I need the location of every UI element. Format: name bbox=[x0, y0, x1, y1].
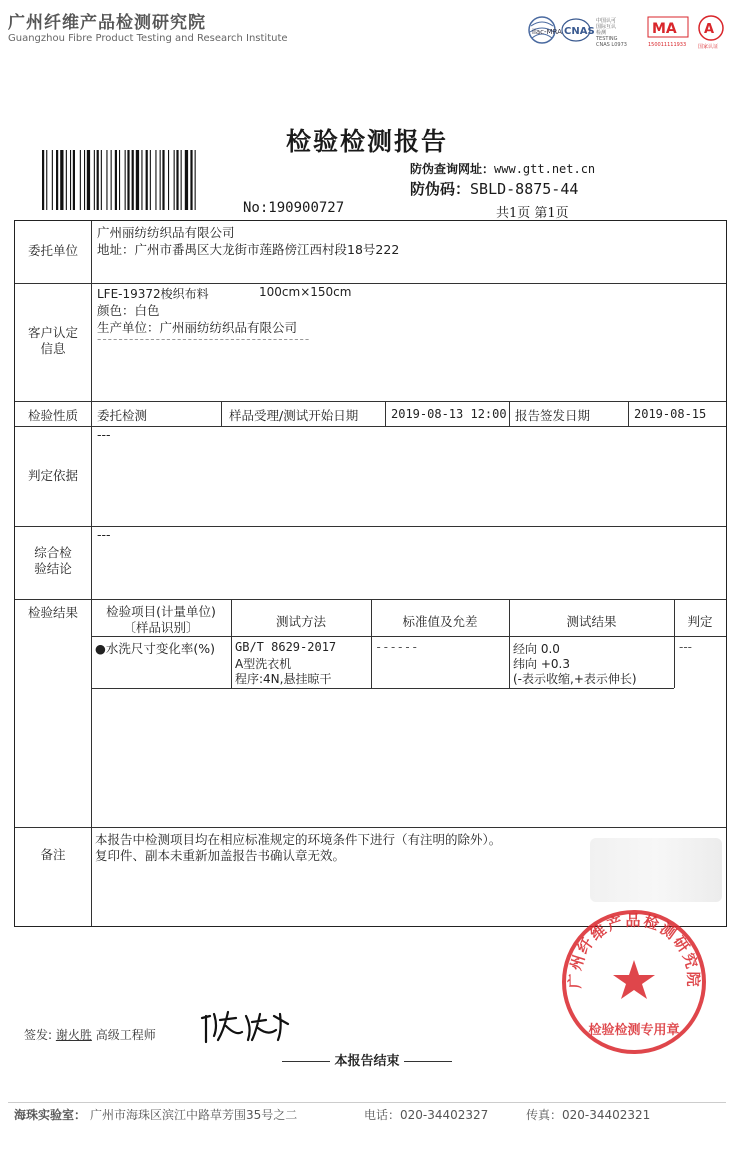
customer-info-dashes: ---------------------------------------- bbox=[97, 332, 311, 346]
end-dash-right bbox=[404, 1061, 452, 1062]
report-title: 检验检测报告 bbox=[285, 127, 448, 156]
footer-lab-label: 海珠实验室： bbox=[14, 1108, 87, 1122]
result-row-item bbox=[95, 639, 215, 657]
results-label: 检验结果 bbox=[27, 605, 78, 620]
receive-date-label: 样品受理/测试开始日期 bbox=[229, 408, 359, 423]
anti-code-value: SBLD-8875-44 bbox=[470, 180, 579, 198]
institute-name-en: Guangzhou Fibre Product Testing and Research Institute bbox=[8, 33, 288, 44]
svg-text:ilac-MRA: ilac-MRA bbox=[532, 28, 562, 36]
issue-date-label: 报告签发日期 bbox=[515, 408, 591, 423]
report-end bbox=[282, 1050, 452, 1069]
verify-url-label: 防伪查询网址： bbox=[410, 162, 495, 176]
remarks-line-1: 本报告中检测项目均在相应标准规定的环境条件下进行（有注明的除外）。 bbox=[95, 832, 502, 847]
remarks-label: 备注 bbox=[40, 847, 66, 862]
report-number bbox=[243, 200, 344, 216]
svg-text:国际互认: 国际互认 bbox=[596, 24, 617, 30]
conclusion-value: --- bbox=[97, 527, 111, 542]
svg-text:A: A bbox=[704, 22, 715, 37]
receive-date-value: 2019-08-13 12:00 bbox=[391, 407, 507, 421]
header-item-sub: 〔样品识别〕 bbox=[123, 620, 199, 635]
accreditation-logos bbox=[528, 12, 728, 52]
bullet-icon: ● bbox=[95, 641, 106, 656]
cal-logo-icon bbox=[698, 16, 723, 50]
conclusion-label: 综合检验结论 bbox=[34, 545, 72, 576]
basis-label: 判定依据 bbox=[27, 468, 78, 483]
report-no-label: No: bbox=[243, 200, 269, 216]
product-name: LFE-19372梭织布料 bbox=[97, 287, 209, 301]
verify-url bbox=[410, 160, 595, 177]
footer-fax: 传真：020-34402321 bbox=[526, 1108, 651, 1122]
redacted-area bbox=[590, 838, 722, 902]
footer-address: 广州市海珠区滨江中路草芳围35号之二 bbox=[90, 1108, 298, 1122]
official-seal-stamp bbox=[560, 908, 708, 1056]
footer-divider bbox=[8, 1102, 726, 1103]
signer-title: 高级工程师 bbox=[95, 1028, 156, 1042]
report-end-text: 本报告结束 bbox=[334, 1054, 400, 1069]
svg-text:TESTING: TESTING bbox=[596, 36, 618, 42]
svg-text:MA: MA bbox=[652, 21, 677, 37]
inspection-nature-label: 检验性质 bbox=[27, 408, 78, 423]
client-name: 广州丽纺纺织品有限公司 bbox=[97, 225, 235, 240]
header-item: 检验项目(计量单位) bbox=[106, 604, 216, 619]
anti-code-label: 防伪码： bbox=[410, 180, 471, 198]
end-dash-left bbox=[282, 1061, 330, 1062]
verify-url-value[interactable]: www.gtt.net.cn bbox=[494, 162, 596, 176]
report-no-value: 190900727 bbox=[268, 200, 345, 216]
result-value-2: 纬向 +0.3 bbox=[513, 657, 570, 671]
result-standard: ------ bbox=[375, 640, 419, 654]
header-method: 测试方法 bbox=[275, 614, 326, 629]
cnas-logo-icon bbox=[562, 19, 595, 41]
result-method-1: GB/T 8629-2017 bbox=[235, 640, 337, 654]
issue-date-value: 2019-08-15 bbox=[634, 407, 707, 421]
signature-label: 签发: bbox=[24, 1028, 53, 1042]
anti-counterfeit-code bbox=[410, 178, 578, 199]
signature-line bbox=[24, 1026, 156, 1043]
handwritten-signature-icon bbox=[196, 1006, 296, 1046]
remarks-line-2: 复印件、副本未重新加盖报告书确认章无效。 bbox=[95, 848, 346, 863]
cnas-testing-text-icon bbox=[595, 17, 627, 48]
signer-name: 谢火胜 bbox=[55, 1028, 92, 1042]
product-color: 颜色：白色 bbox=[97, 303, 160, 318]
result-method-3: 程序:4N,悬挂晾干 bbox=[235, 672, 332, 686]
svg-text:检测: 检测 bbox=[596, 30, 607, 36]
svg-text:中国认可: 中国认可 bbox=[596, 18, 617, 24]
result-value-3: (-表示收缩,+表示伸长) bbox=[513, 672, 637, 686]
client-label: 委托单位 bbox=[27, 243, 78, 258]
svg-text:CNAS L0973: CNAS L0973 bbox=[596, 42, 627, 48]
svg-text:广州纤维产品检测研究院: 广州纤维产品检测研究院 bbox=[565, 911, 703, 989]
svg-text:CNAS: CNAS bbox=[564, 26, 595, 37]
ilac-mra-logo-icon bbox=[529, 17, 562, 43]
page-indicator: 共1页 第1页 bbox=[496, 206, 569, 221]
header-result: 测试结果 bbox=[566, 614, 617, 629]
customer-info-label: 客户认定信息 bbox=[27, 325, 78, 356]
svg-text:150011111933: 150011111933 bbox=[648, 42, 687, 48]
svg-text:检验检测专用章: 检验检测专用章 bbox=[588, 1023, 680, 1038]
institute-name-cn: 广州纤维产品检测研究院 bbox=[8, 13, 206, 33]
client-address: 地址：广州市番禺区大龙街市莲路傍江西村段18号222 bbox=[97, 242, 400, 257]
header-standard: 标准值及允差 bbox=[402, 614, 478, 629]
barcode-icon bbox=[40, 148, 240, 212]
cma-logo-icon bbox=[648, 17, 688, 48]
report-table bbox=[14, 220, 727, 927]
product-manufacturer: 生产单位：广州丽纺纺织品有限公司 bbox=[97, 320, 298, 335]
header-judge: 判定 bbox=[687, 614, 713, 629]
result-judge: --- bbox=[679, 640, 692, 654]
result-item-name: 水洗尺寸变化率(%) bbox=[105, 641, 216, 656]
basis-value: --- bbox=[97, 427, 111, 442]
footer-phone: 电话：020-34402327 bbox=[364, 1108, 489, 1122]
result-method-2: A型洗衣机 bbox=[235, 657, 292, 671]
inspection-nature-value: 委托检测 bbox=[97, 408, 148, 423]
svg-text:国家认证: 国家认证 bbox=[698, 44, 719, 50]
product-size: 100cm×150cm bbox=[259, 285, 352, 299]
result-value-1: 经向 0.0 bbox=[513, 642, 560, 656]
